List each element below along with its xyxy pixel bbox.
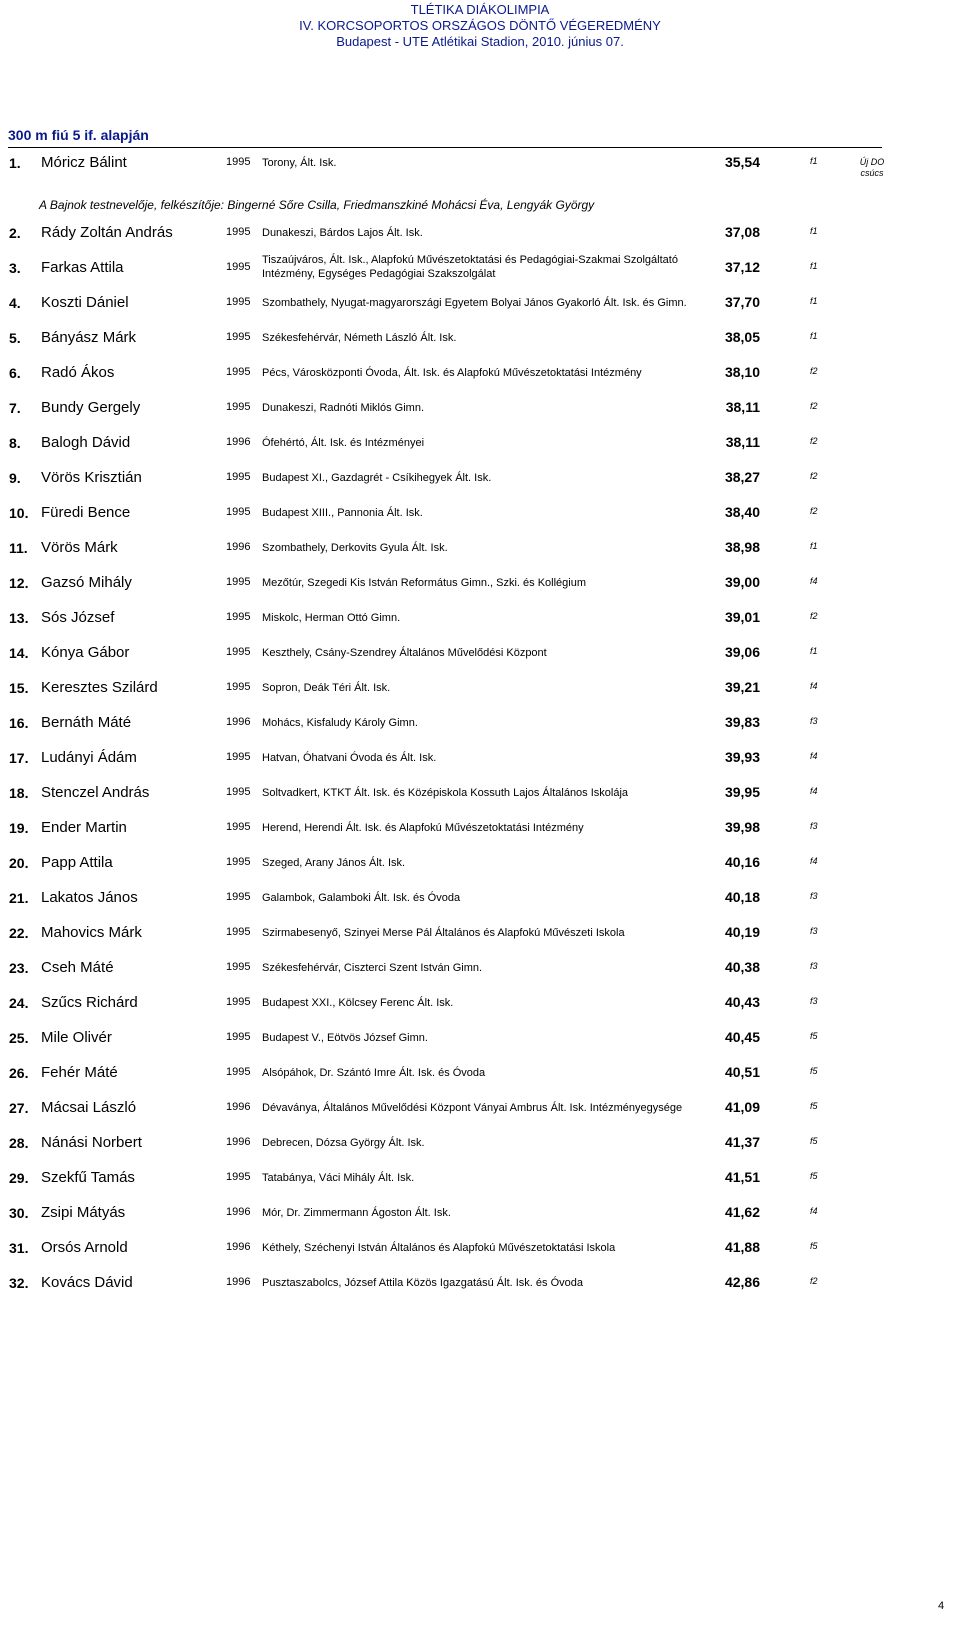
result-year: 1995 bbox=[226, 821, 251, 833]
result-heat: f4 bbox=[810, 681, 818, 691]
result-heat: f4 bbox=[810, 1206, 818, 1216]
result-heat: f3 bbox=[810, 891, 818, 901]
result-rank: 7. bbox=[9, 400, 21, 416]
list-item bbox=[0, 672, 960, 704]
result-time: 38,10 bbox=[724, 364, 760, 380]
result-time: 40,19 bbox=[724, 924, 760, 940]
result-time: 40,43 bbox=[724, 994, 760, 1010]
result-name: Cseh Máté bbox=[41, 959, 114, 976]
result-school: Kéthely, Széchenyi István Általános és Alapfokú Művészetoktatási Iskola bbox=[262, 1242, 616, 1254]
list-item bbox=[0, 1232, 960, 1264]
result-rank: 23. bbox=[9, 960, 29, 976]
result-name: Vörös Márk bbox=[41, 539, 118, 556]
result-year: 1996 bbox=[226, 1241, 251, 1253]
result-time: 39,83 bbox=[724, 714, 760, 730]
list-item bbox=[0, 882, 960, 914]
list-item bbox=[0, 707, 960, 739]
result-heat: f3 bbox=[810, 821, 818, 831]
result-heat: f3 bbox=[810, 716, 818, 726]
list-item bbox=[0, 217, 960, 249]
result-school: Szirmabesenyő, Szinyei Merse Pál Általános és Alapfokú Művészeti Iskola bbox=[262, 927, 625, 939]
result-year: 1995 bbox=[226, 1066, 251, 1078]
result-name: Vörös Krisztián bbox=[41, 469, 142, 486]
result-name: Orsós Arnold bbox=[41, 1239, 128, 1256]
result-year: 1996 bbox=[226, 1206, 251, 1218]
result-school: Mezőtúr, Szegedi Kis István Református Gimn., Szki. és Kollégium bbox=[262, 577, 587, 589]
result-time: 39,98 bbox=[724, 819, 760, 835]
list-item bbox=[0, 742, 960, 774]
result-name: Zsipi Mátyás bbox=[41, 1204, 126, 1221]
result-rank: 16. bbox=[9, 715, 29, 731]
list-item bbox=[0, 1092, 960, 1124]
result-time: 37,12 bbox=[724, 259, 760, 275]
result-name: Keresztes Szilárd bbox=[41, 679, 158, 696]
result-time: 37,70 bbox=[724, 294, 760, 310]
result-year: 1995 bbox=[226, 401, 251, 413]
result-time: 40,18 bbox=[724, 889, 760, 905]
result-year: 1996 bbox=[226, 1101, 251, 1113]
result-rank: 12. bbox=[9, 575, 29, 591]
list-item bbox=[0, 392, 960, 424]
result-name: Szűcs Richárd bbox=[41, 994, 138, 1011]
result-name: Bányász Márk bbox=[41, 329, 137, 346]
result-name: Ludányi Ádám bbox=[41, 749, 137, 766]
result-year: 1995 bbox=[226, 786, 251, 798]
result-school: Mohács, Kisfaludy Károly Gimn. bbox=[262, 717, 418, 729]
page-number: 4 bbox=[938, 1600, 945, 1612]
result-time: 38,98 bbox=[724, 539, 760, 555]
result-name: Mácsai László bbox=[41, 1099, 137, 1116]
list-item bbox=[0, 1057, 960, 1089]
result-name: Radó Ákos bbox=[41, 364, 115, 381]
result-time: 40,51 bbox=[724, 1064, 760, 1080]
result-year: 1995 bbox=[226, 576, 251, 588]
result-year: 1995 bbox=[226, 506, 251, 518]
result-time: 42,86 bbox=[724, 1274, 760, 1290]
result-school: Dévaványa, Általános Művelődési Központ Ványai Ambrus Ált. Isk. Intézményegysége bbox=[262, 1102, 683, 1114]
list-item bbox=[0, 322, 960, 354]
result-heat: f2 bbox=[810, 436, 818, 446]
result-school: Szombathely, Derkovits Gyula Ált. Isk. bbox=[262, 542, 448, 554]
result-rank: 13. bbox=[9, 610, 29, 626]
header-line-3: Budapest - UTE Atlétikai Stadion, 2010. június 07. bbox=[336, 34, 624, 49]
result-heat: f3 bbox=[810, 996, 818, 1006]
result-year: 1995 bbox=[226, 961, 251, 973]
result-school: Budapest XXI., Kölcsey Ferenc Ált. Isk. bbox=[262, 997, 454, 1009]
result-school: Debrecen, Dózsa György Ált. Isk. bbox=[262, 1137, 425, 1149]
result-school: Budapest V., Eötvös József Gimn. bbox=[262, 1032, 428, 1044]
result-time: 41,09 bbox=[724, 1099, 760, 1115]
result-name: Mahovics Márk bbox=[41, 924, 142, 941]
result-heat: f1 bbox=[810, 646, 818, 656]
result-name: Farkas Attila bbox=[41, 259, 124, 276]
result-heat: f1 bbox=[810, 226, 818, 236]
result-name: Rády Zoltán András bbox=[41, 224, 173, 241]
result-name: Nánási Norbert bbox=[41, 1134, 142, 1151]
result-year: 1995 bbox=[226, 751, 251, 763]
result-rank: 31. bbox=[9, 1240, 29, 1256]
list-item bbox=[0, 1022, 960, 1054]
result-school: Alsópáhok, Dr. Szántó Imre Ált. Isk. és Óvoda bbox=[262, 1067, 486, 1079]
result-heat: f5 bbox=[810, 1136, 818, 1146]
result-school: Sopron, Deák Téri Ált. Isk. bbox=[262, 682, 391, 694]
result-name: Kovács Dávid bbox=[41, 1274, 133, 1291]
list-item bbox=[0, 287, 960, 319]
result-name: Stenczel András bbox=[41, 784, 150, 801]
result-year: 1995 bbox=[226, 471, 251, 483]
result-school: Tiszaújváros, Ált. Isk., Alapfokú Művészetoktatási és Pedagógiai-Szakmai Szolgáltató Intézmény, Egységes Pedagógiai Szakszolgálat bbox=[262, 254, 678, 280]
result-rank: 21. bbox=[9, 890, 29, 906]
result-name: Füredi Bence bbox=[41, 504, 131, 521]
result-rank: 15. bbox=[9, 680, 29, 696]
result-rank: 11. bbox=[9, 540, 28, 556]
result-rank: 9. bbox=[9, 470, 21, 486]
result-heat: f4 bbox=[810, 786, 818, 796]
list-item bbox=[0, 462, 960, 494]
result-rank: 6. bbox=[9, 365, 21, 381]
result-name: Bundy Gergely bbox=[41, 399, 141, 416]
result-name: Lakatos János bbox=[41, 889, 138, 906]
result-heat: f2 bbox=[810, 471, 818, 481]
result-name: Ender Martin bbox=[41, 819, 127, 836]
result-year: 1995 bbox=[226, 1031, 251, 1043]
result-rank: 30. bbox=[9, 1205, 29, 1221]
header-line-2: IV. KORCSOPORTOS ORSZÁGOS DÖNTŐ VÉGEREDMÉNY bbox=[299, 18, 661, 33]
result-rank: 4. bbox=[9, 295, 21, 311]
list-item bbox=[0, 147, 960, 179]
result-name: Sós József bbox=[41, 609, 115, 626]
result-heat: f1 bbox=[810, 541, 818, 551]
result-time: 39,01 bbox=[724, 609, 760, 625]
result-name: Móricz Bálint bbox=[41, 154, 127, 171]
result-time: 38,11 bbox=[725, 434, 760, 450]
result-heat: f2 bbox=[810, 611, 818, 621]
list-item bbox=[0, 357, 960, 389]
result-school: Pusztaszabolcs, József Attila Közös Igazgatású Ált. Isk. és Óvoda bbox=[262, 1277, 583, 1289]
result-year: 1996 bbox=[226, 436, 251, 448]
result-time: 39,93 bbox=[724, 749, 760, 765]
result-name: Balogh Dávid bbox=[41, 434, 131, 451]
result-time: 40,45 bbox=[724, 1029, 760, 1045]
result-time: 38,05 bbox=[724, 329, 760, 345]
list-item bbox=[0, 497, 960, 529]
result-time: 39,06 bbox=[724, 644, 760, 660]
result-year: 1995 bbox=[226, 261, 251, 273]
result-heat: f1 bbox=[810, 331, 818, 341]
result-heat: f1 bbox=[810, 261, 818, 271]
result-name: Kónya Gábor bbox=[41, 644, 130, 661]
result-year: 1995 bbox=[226, 891, 251, 903]
result-rank: 19. bbox=[9, 820, 29, 836]
result-school: Szombathely, Nyugat-magyarországi Egyetem Bolyai János Gyakorló Ált. Isk. és Gimn. bbox=[262, 297, 687, 309]
result-year: 1995 bbox=[226, 646, 251, 658]
result-rank: 18. bbox=[9, 785, 29, 801]
result-school: Székesfehérvár, Ciszterci Szent István Gimn. bbox=[262, 962, 483, 974]
list-item bbox=[0, 567, 960, 599]
result-heat: f5 bbox=[810, 1066, 818, 1076]
result-time: 39,95 bbox=[724, 784, 760, 800]
result-time: 38,40 bbox=[724, 504, 760, 520]
result-heat: f5 bbox=[810, 1031, 818, 1041]
result-school: Dunakeszi, Radnóti Miklós Gimn. bbox=[262, 402, 425, 414]
list-item bbox=[0, 602, 960, 634]
result-rank: 26. bbox=[9, 1065, 29, 1081]
result-rank: 24. bbox=[9, 995, 29, 1011]
result-time: 41,37 bbox=[724, 1134, 760, 1150]
result-school: Budapest XIII., Pannonia Ált. Isk. bbox=[262, 507, 423, 519]
list-item bbox=[0, 1197, 960, 1229]
list-item bbox=[0, 987, 960, 1019]
list-item bbox=[0, 1127, 960, 1159]
result-year: 1995 bbox=[226, 996, 251, 1008]
result-rank: 17. bbox=[9, 750, 29, 766]
result-school: Dunakeszi, Bárdos Lajos Ált. Isk. bbox=[262, 227, 423, 239]
result-heat: f5 bbox=[810, 1171, 818, 1181]
result-time: 35,54 bbox=[724, 154, 760, 170]
result-time: 41,51 bbox=[724, 1169, 760, 1185]
result-time: 39,00 bbox=[724, 574, 760, 590]
result-name: Fehér Máté bbox=[41, 1064, 118, 1081]
list-item bbox=[0, 252, 960, 284]
result-rank: 5. bbox=[9, 330, 21, 346]
result-year: 1995 bbox=[226, 856, 251, 868]
result-school: Miskolc, Herman Ottó Gimn. bbox=[262, 612, 401, 624]
result-time: 40,38 bbox=[724, 959, 760, 975]
result-rank: 10. bbox=[9, 505, 29, 521]
result-heat: f4 bbox=[810, 576, 818, 586]
result-school: Hatvan, Óhatvani Óvoda és Ált. Isk. bbox=[262, 752, 437, 764]
list-item bbox=[0, 637, 960, 669]
result-year: 1996 bbox=[226, 1276, 251, 1288]
result-heat: f2 bbox=[810, 401, 818, 411]
result-time: 41,62 bbox=[724, 1204, 760, 1220]
result-school: Ófehértó, Ált. Isk. és Intézményei bbox=[262, 437, 425, 449]
result-year: 1995 bbox=[226, 156, 251, 168]
record-badge: Új DO csúcs bbox=[859, 157, 885, 178]
result-time: 40,16 bbox=[724, 854, 760, 870]
list-item bbox=[0, 1267, 960, 1299]
list-item bbox=[0, 952, 960, 984]
list-item bbox=[0, 917, 960, 949]
result-heat: f2 bbox=[810, 366, 818, 376]
header-line-1: TLÉTIKA DIÁKOLIMPIA bbox=[410, 2, 550, 17]
result-heat: f3 bbox=[810, 961, 818, 971]
result-name: Szekfű Tamás bbox=[41, 1169, 135, 1186]
result-rank: 22. bbox=[9, 925, 29, 941]
list-item bbox=[0, 1162, 960, 1194]
result-rank: 14. bbox=[9, 645, 29, 661]
result-time: 39,21 bbox=[724, 679, 760, 695]
result-rank: 28. bbox=[9, 1135, 29, 1151]
result-name: Koszti Dániel bbox=[41, 294, 129, 311]
result-year: 1995 bbox=[226, 1171, 251, 1183]
result-time: 38,27 bbox=[724, 469, 760, 485]
result-school: Herend, Herendi Ált. Isk. és Alapfokú Művészetoktatási Intézmény bbox=[262, 822, 584, 834]
coach-line: A Bajnok testnevelője, felkészítője: Bingerné Sőre Csilla, Friedmanszkiné Mohácsi Éva, Lengyák György bbox=[39, 198, 595, 212]
result-name: Papp Attila bbox=[41, 854, 113, 871]
result-school: Tatabánya, Váci Mihály Ált. Isk. bbox=[262, 1172, 415, 1184]
result-heat: f2 bbox=[810, 506, 818, 516]
result-name: Gazsó Mihály bbox=[41, 574, 132, 591]
result-time: 37,08 bbox=[724, 224, 760, 240]
result-name: Bernáth Máté bbox=[41, 714, 132, 731]
result-year: 1995 bbox=[226, 611, 251, 623]
list-item bbox=[0, 847, 960, 879]
result-school: Székesfehérvár, Németh László Ált. Isk. bbox=[262, 332, 457, 344]
result-year: 1995 bbox=[226, 366, 251, 378]
result-school: Keszthely, Csány-Szendrey Általános Művelődési Központ bbox=[262, 647, 547, 659]
result-year: 1996 bbox=[226, 541, 251, 553]
result-heat: f4 bbox=[810, 856, 818, 866]
result-school: Budapest XI., Gazdagrét - Csíkihegyek Ált. Isk. bbox=[262, 472, 492, 484]
result-year: 1995 bbox=[226, 331, 251, 343]
result-heat: f2 bbox=[810, 1276, 818, 1286]
result-school: Mór, Dr. Zimmermann Ágoston Ált. Isk. bbox=[262, 1207, 451, 1219]
result-rank: 27. bbox=[9, 1100, 29, 1116]
result-year: 1995 bbox=[226, 296, 251, 308]
list-item bbox=[0, 532, 960, 564]
list-item bbox=[0, 777, 960, 809]
result-rank: 8. bbox=[9, 435, 21, 451]
result-school: Pécs, Városközponti Óvoda, Ált. Isk. és Alapfokú Művészetoktatási Intézmény bbox=[262, 367, 642, 379]
list-item bbox=[0, 427, 960, 459]
result-heat: f5 bbox=[810, 1241, 818, 1251]
result-heat: f5 bbox=[810, 1101, 818, 1111]
result-school: Soltvadkert, KTKT Ált. Isk. és Középiskola Kossuth Lajos Általános Iskolája bbox=[262, 787, 629, 799]
result-rank: 1. bbox=[9, 155, 21, 171]
result-rank: 20. bbox=[9, 855, 29, 871]
result-school: Szeged, Arany János Ált. Isk. bbox=[262, 857, 406, 869]
result-heat: f1 bbox=[810, 296, 818, 306]
result-rank: 29. bbox=[9, 1170, 29, 1186]
list-item bbox=[0, 812, 960, 844]
event-title: 300 m fiú 5 if. alapján bbox=[8, 127, 149, 143]
result-year: 1995 bbox=[226, 926, 251, 938]
result-name: Mile Olivér bbox=[41, 1029, 112, 1046]
result-rank: 2. bbox=[9, 225, 21, 241]
result-time: 38,11 bbox=[725, 399, 760, 415]
result-heat: f3 bbox=[810, 926, 818, 936]
result-rank: 32. bbox=[9, 1275, 29, 1291]
result-year: 1996 bbox=[226, 1136, 251, 1148]
result-school: Galambok, Galamboki Ált. Isk. és Óvoda bbox=[262, 892, 461, 904]
result-heat: f4 bbox=[810, 751, 818, 761]
result-rank: 25. bbox=[9, 1030, 29, 1046]
result-school: Torony, Ált. Isk. bbox=[262, 157, 337, 169]
result-year: 1995 bbox=[226, 226, 251, 238]
result-rank: 3. bbox=[9, 260, 21, 276]
result-year: 1995 bbox=[226, 681, 251, 693]
result-year: 1996 bbox=[226, 716, 251, 728]
result-time: 41,88 bbox=[724, 1239, 760, 1255]
result-heat: f1 bbox=[810, 156, 818, 166]
